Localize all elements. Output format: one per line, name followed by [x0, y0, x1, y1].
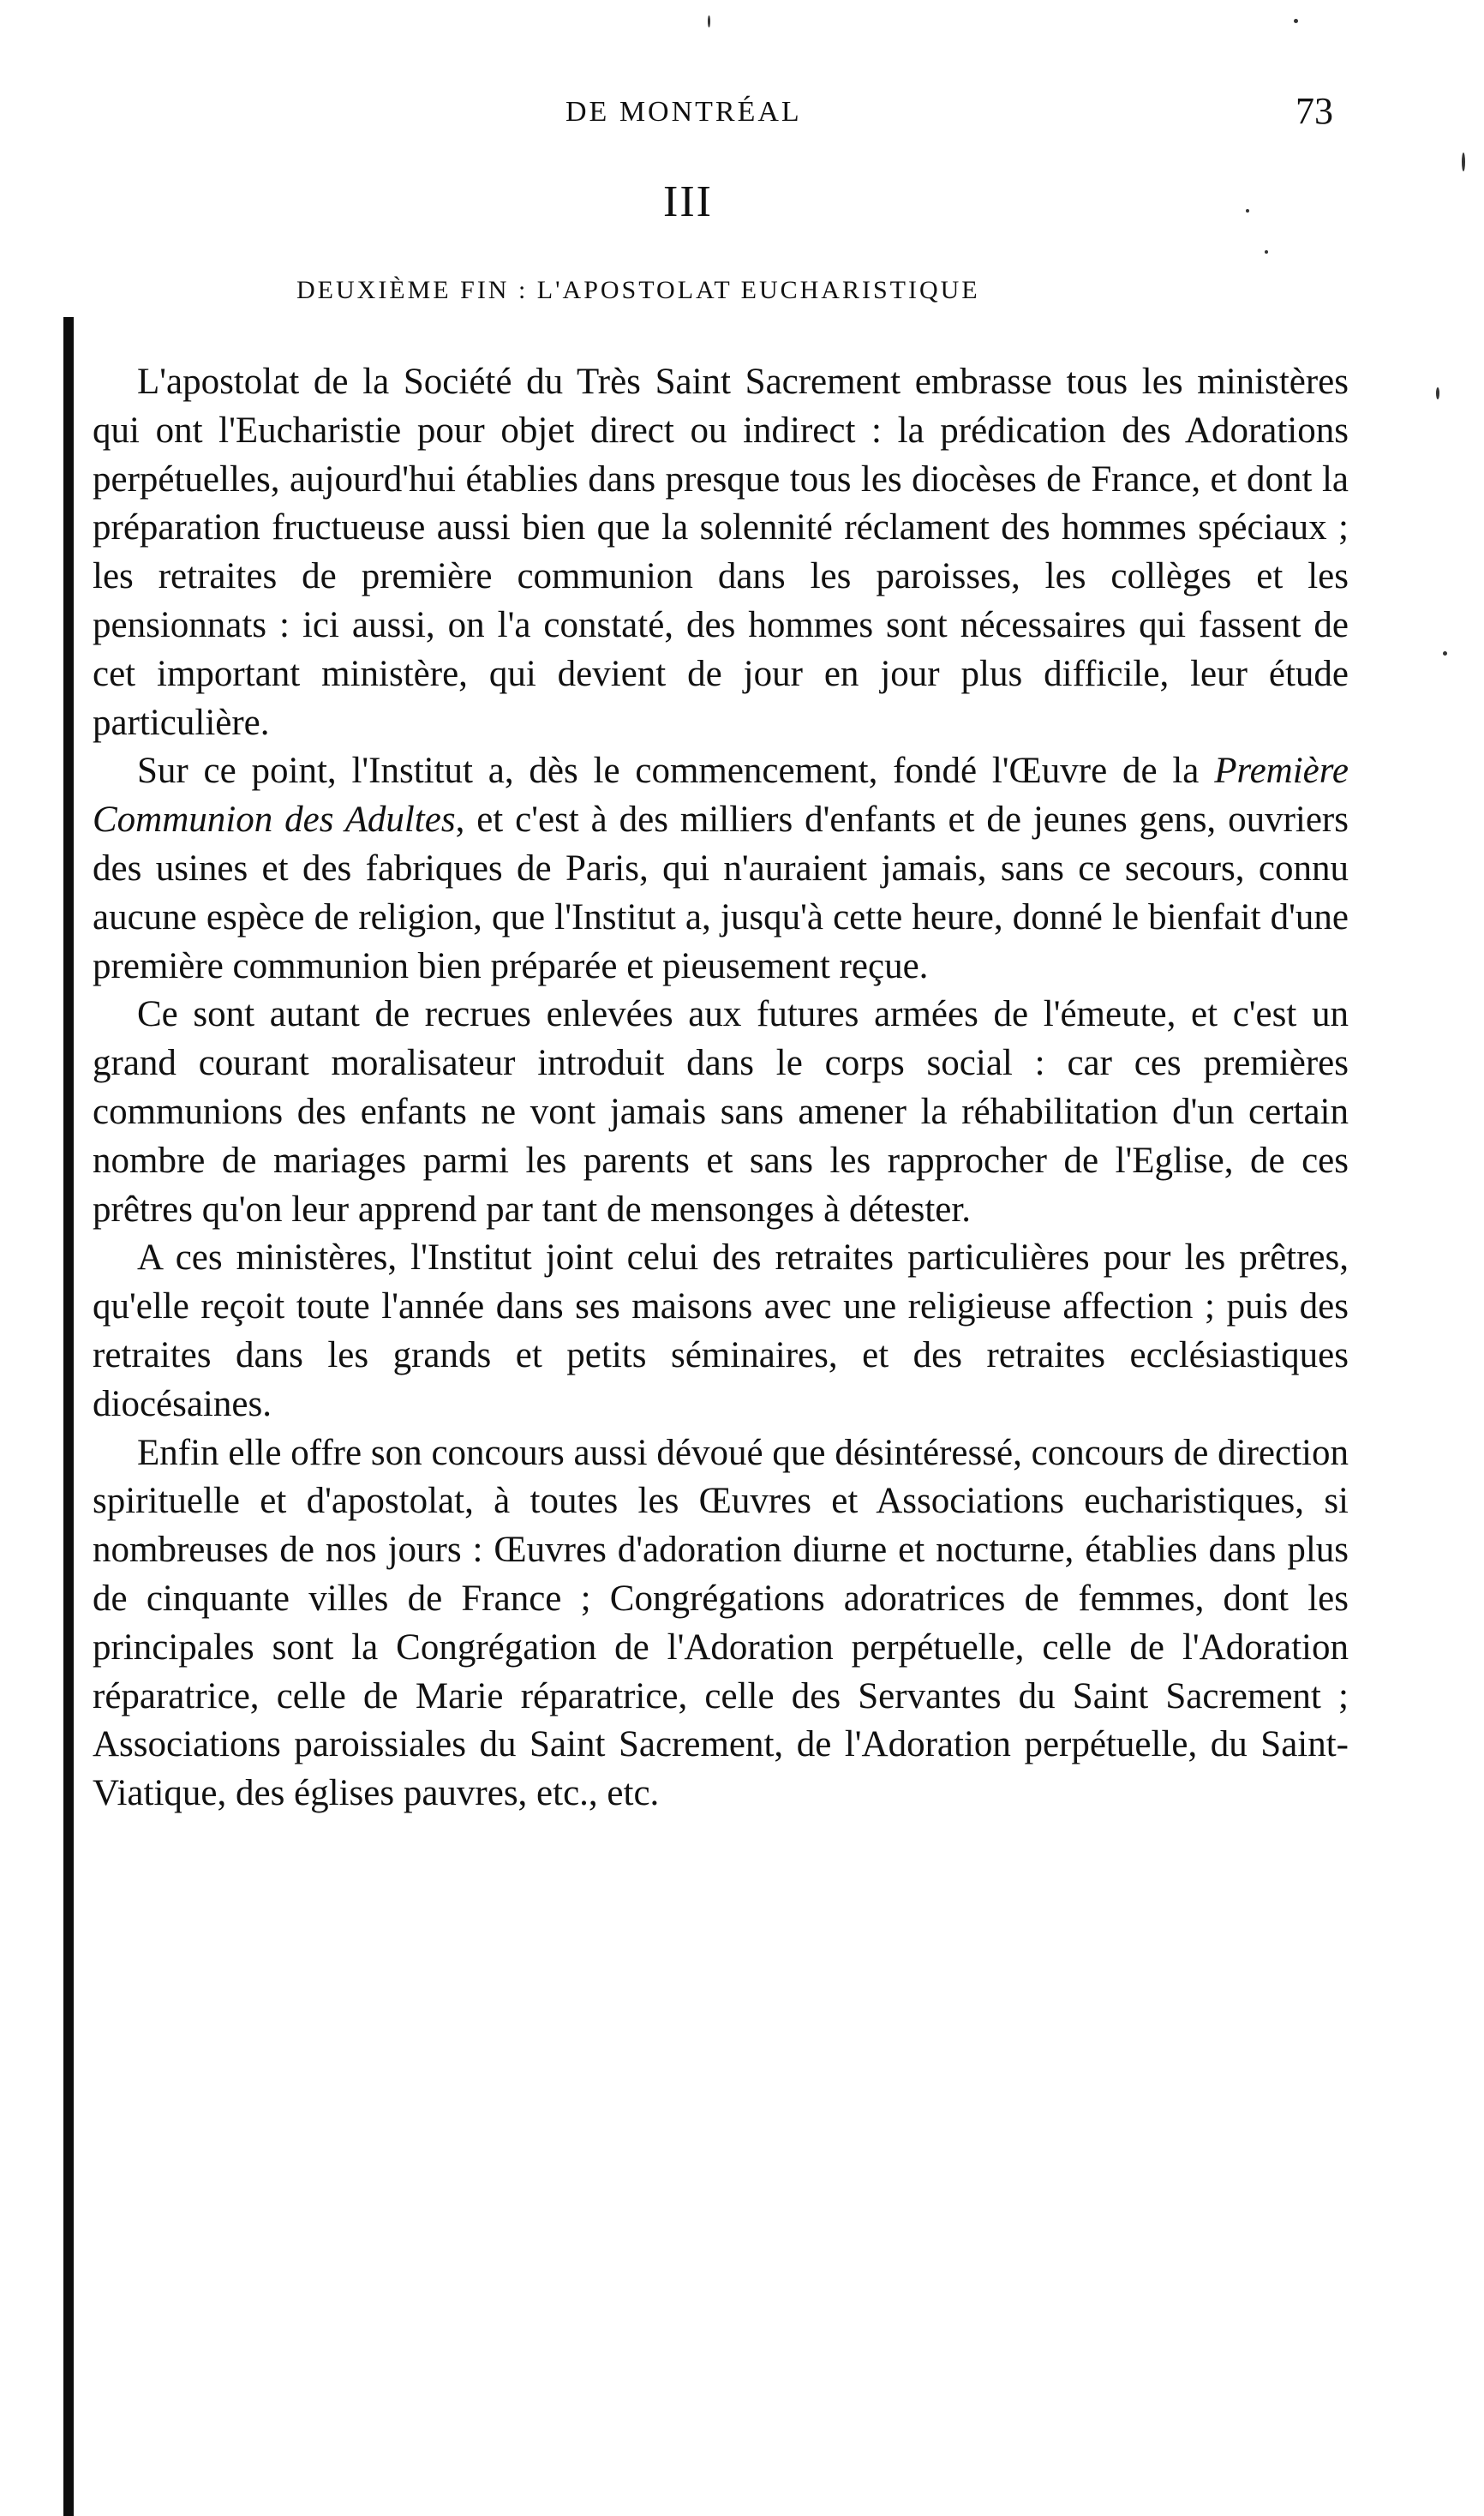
section-number: III [663, 177, 713, 226]
paragraph-social-current: Ce sont autant de recrues enlevées aux futures armées de l'émeute, et c'est un grand courant moralisateur introduit dans le corps social : car ces premières communions des enfants ne vont jamais sans amener la réhabilitation d'un certain nombre de mariages parmi les parents et sans les rapprocher de l'Eglise, de ces prêtres qu'on leur apprend par tant de mensonges à détester. [93, 994, 1349, 1230]
scan-speck [1265, 250, 1268, 254]
binding-edge-rule [63, 317, 74, 2516]
paragraph-first-communion-text: Sur ce point, l'Institut a, dès le commencement, fondé l'Œuvre de la Première Communion des Adultes, et c'est à des milliers d'enfants et de jeunes gens, ouvriers des usines et des fabriques de Paris, qui n'auraient jamais, sans ce secours, connu aucune espèce de religion, que l'Institut a, jusqu'à cette heure, donné le bienfait d'une première communion bien préparée et pieusement reçue. [93, 751, 1349, 986]
scan-speck [1443, 651, 1447, 656]
scan-speck [1294, 19, 1298, 23]
scan-speck [1246, 209, 1249, 213]
paragraph-priest-retreats: A ces ministères, l'Institut joint celui des retraites particulières pour les prêtres, qu'elle reçoit toute l'année dans ses maisons avec une religieuse affection ; puis des retraites dans les grands et petits séminaires, et des retraites ecclésiastiques diocésaines. [93, 1237, 1349, 1424]
running-head: DE MONTRÉAL [565, 96, 802, 128]
paragraph-first-communion [93, 747, 1349, 991]
section-title: DEUXIÈME FIN : L'APOSTOLAT EUCHARISTIQUE [296, 276, 980, 304]
paragraph-apostolate: L'apostolat de la Société du Très Saint Sacrement embrasse tous les ministères qui ont l'Eucharistie pour objet direct ou indirect : la prédication des Adorations perpétuelles, aujourd'hui établies dans presque tous les diocèses de France, et dont la préparation fructueuse aussi bien que la solennité réclament des hommes spéciaux ; les retraites de première communion dans les paroisses, les collèges et les pensionnats : ici aussi, on l'a constaté, des hommes sont nécessaires qui fassent de cet important ministère, qui devient de jour en jour plus difficile, leur étude particulière. [93, 362, 1349, 743]
scan-speck [1436, 387, 1439, 399]
scan-speck [708, 15, 710, 27]
paragraph-eucharistic-works: Enfin elle offre son concours aussi dévoué que désintéressé, concours de direction spirituelle et d'apostolat, à toutes les Œuvres et Associations eucharistiques, si nombreuses de nos jours : Œuvres d'adoration diurne et nocturne, établies dans plus de cinquante villes de France ; Congrégations adoratrices de femmes, dont les principales sont la Congrégation de l'Adoration perpétuelle, celle de l'Adoration réparatrice, celle de Marie réparatrice, celle des Servantes du Saint Sacrement ; Associations paroissiales du Saint Sacrement, de l'Adoration perpétuelle, du Saint-Viatique, des églises pauvres, etc., etc. [93, 1432, 1349, 1814]
page-number: 73 [1296, 90, 1333, 132]
work-title-italic: Première Communion des Adultes [93, 751, 1349, 841]
body-text [93, 358, 1349, 1818]
scan-speck [1462, 153, 1465, 171]
